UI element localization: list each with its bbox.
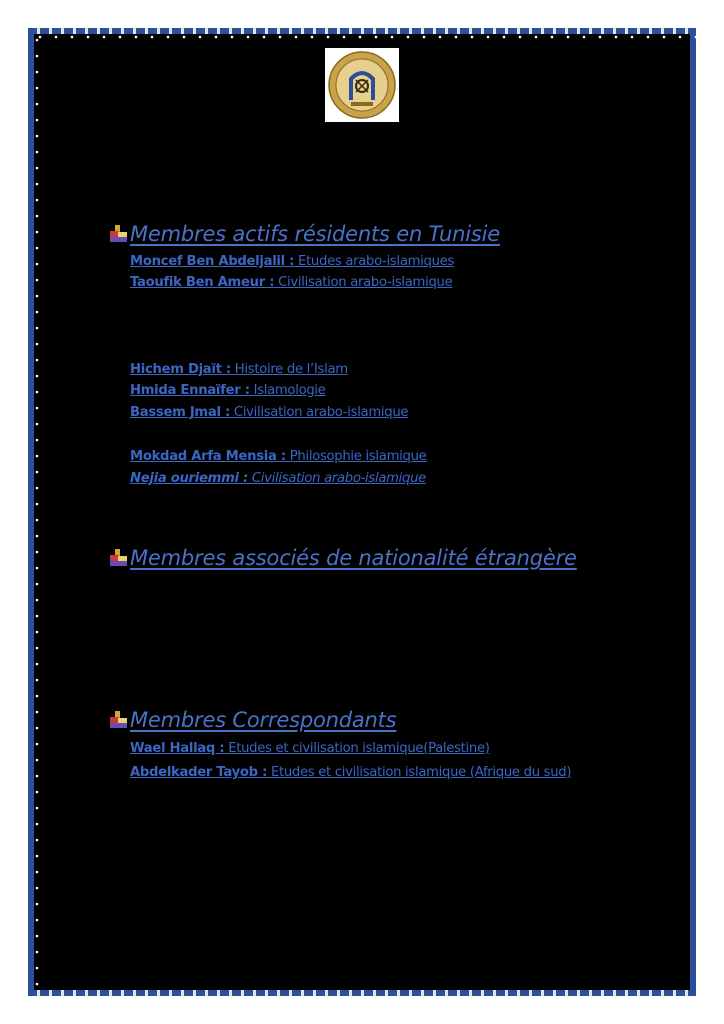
member-link[interactable]: Mokdad Arfa Mensia : Philosophie islamique (130, 449, 427, 464)
section-heading-correspondents[interactable] (108, 708, 396, 732)
bullet-icon (108, 225, 128, 243)
section-heading-active-members[interactable] (108, 222, 500, 246)
member-link[interactable]: Hmida Ennaïfer : Islamologie (130, 383, 326, 398)
logo (325, 48, 399, 122)
member-link[interactable]: Taoufik Ben Ameur : Civilisation arabo-islamique (130, 275, 453, 290)
section-title: Membres Correspondants (130, 708, 397, 732)
section-title: Membres associés de nationalité étrangère (130, 546, 577, 570)
bullet-icon (108, 549, 128, 567)
member-link[interactable]: Wael Hallaq : Etudes et civilisation islamique(Palestine) (130, 741, 490, 756)
member-link[interactable]: Bassem Jmal : Civilisation arabo-islamique (130, 405, 409, 420)
section-heading-associate-members[interactable] (108, 546, 577, 570)
member-link[interactable]: Abdelkader Tayob : Etudes et civilisation islamique (Afrique du sud) (130, 765, 572, 780)
frame-border-decoration (34, 34, 702, 1002)
page-frame (28, 28, 696, 996)
member-link[interactable]: Hichem Djaït : Histoire de l’Islam (130, 362, 348, 377)
bullet-icon (108, 711, 128, 729)
section-title: Membres actifs résidents en Tunisie (130, 222, 500, 246)
institute-seal-icon (327, 50, 397, 120)
member-link[interactable]: Moncef Ben Abdeljalil : Etudes arabo-islamiques (130, 254, 455, 269)
member-link[interactable]: Nejia ouriemmi : Civilisation arabo-islamique (130, 471, 426, 486)
